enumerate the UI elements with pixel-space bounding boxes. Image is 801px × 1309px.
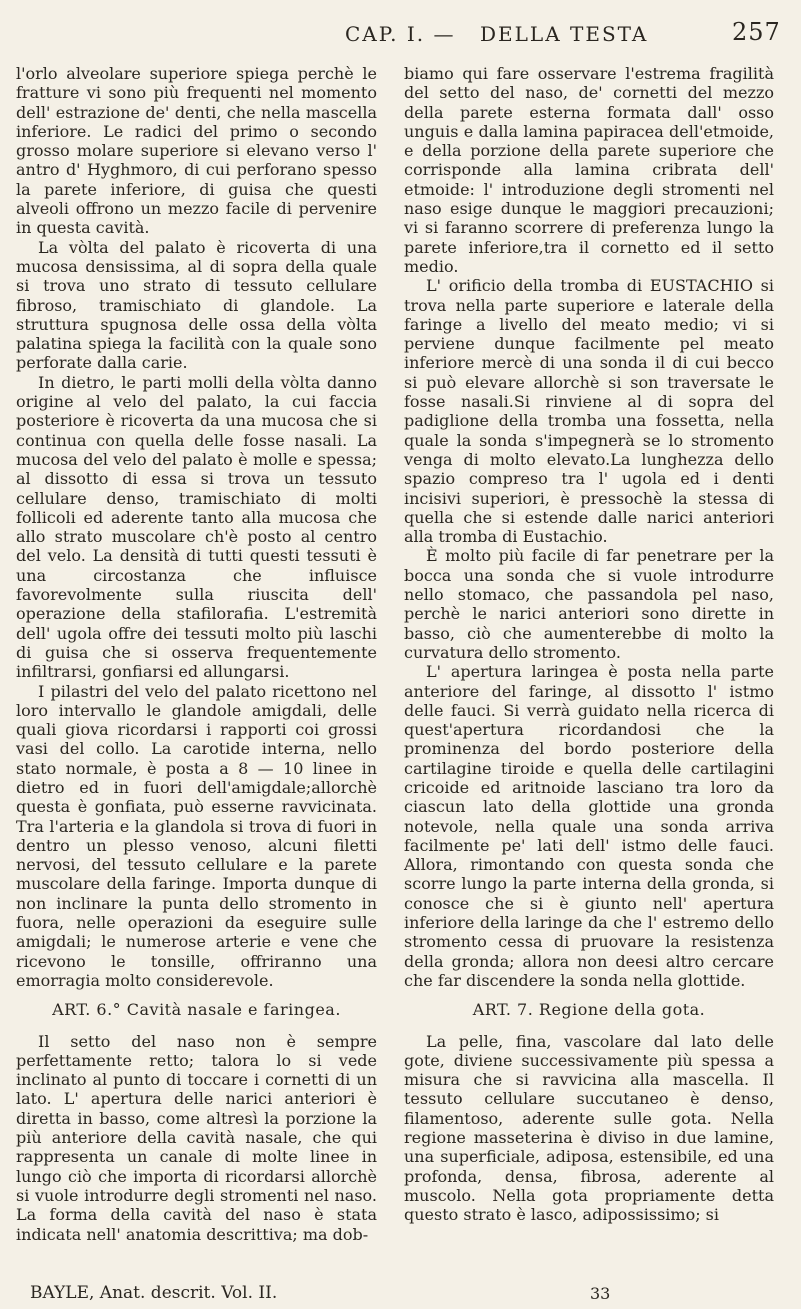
signature-mark: 33 xyxy=(590,1284,611,1303)
paragraph: È molto più facile di far penetrare per la bocca una sonda che si vuole introdurre nello stomaco, che passandola pel naso, perchè le narici anteriori sono dirette in basso, ciò che aumenterebbe di molto la curvatura dello stromento. xyxy=(404,546,774,662)
section-label: DELLA TESTA xyxy=(480,22,649,46)
footer-citation: BAYLE, Anat. descrit. Vol. II. xyxy=(30,1283,278,1303)
paragraph: L' apertura laringea è posta nella parte anteriore del faringe, al dissotto l' istmo delle fauci. Si verrà guidato nella ricerca di quest'apertura ricordandosi che la prominenza del bordo posteriore della cartilagine tiroide e quella delle cartilagini cricoide ed aritnoide lasciano tra loro da ciascun lato della glottide una gronda notevole, nella quale una sonda arriva facilmente pe' lati dell' istmo delle fauci. Allora, rimontando con questa sonda che scorre lungo la parte interna della gronda, si conosce che si è giunto nell' apertura inferiore della laringe da che l' estremo dello stromento cessa di pruovare la resistenza della gronda; allora non deesi altro cercare che far discendere la sonda nella glottide. xyxy=(404,662,774,990)
paragraph: La pelle, fina, vascolare dal lato delle gote, diviene successivamente più spessa a misura che si ravvicina alla mascella. Il tessuto cellulare succutaneo è denso, filamentoso, aderente sulle gota. Nella regione masseterina è diviso in due lamine, una superficiale, adiposa, estensibile, ed una profonda, densa, fibrosa, aderente al muscolo. Nella gota propriamente detta questo strato è lasco, adipossissimo; si xyxy=(404,1031,774,1225)
right-column xyxy=(404,64,774,1225)
paragraph: biamo qui fare osservare l'estrema fragilità del setto del naso, de' cornetti del mezzo della parete esterna formata dall' osso unguis e dalla lamina papiracea dell'etmoide, e della porzione della parete superiore che corrisponde alla lamina cribrata dell' etmoide: l' introduzione degli stromenti nel naso esige dunque le maggiori precauzioni; vi si faranno scorrere di preferenza lungo la parete inferiore,tra il cornetto ed il setto medio. xyxy=(404,64,774,276)
paragraph: Il setto del naso non è sempre perfettamente retto; talora lo si vede inclinato al punto di toccare i cornetti di un lato. L' apertura delle narici anteriori è diretta in basso, come altresì la porzione la più anteriore della cavità nasale, che qui rappresenta un canale di molte linee in lungo ciò che importa di ricordarsi allorchè si vuole introdurre degli stromenti nel naso. La forma della cavità del naso è stata indicata nell' anatomia descrittiva; ma dob- xyxy=(16,1031,377,1244)
article-heading: ART. 6.° Cavità nasale e faringea. xyxy=(52,1000,341,1020)
running-header xyxy=(0,14,801,54)
page-number: 257 xyxy=(732,18,781,46)
paragraph: In dietro, le parti molli della vòlta danno origine al velo del palato, la cui faccia posteriore è ricoverta da una mucosa che si continua con quella delle fosse nasali. La mucosa del velo del palato è molle e spessa; al dissotto di essa si trova un tessuto cellulare denso, tramischiato di molti follicoli ed aderente tanto alla mucosa che allo strato muscolare ch'è posto al centro del velo. La densità di tutti questi tessuti è una circostanza che influisce favorevolmente sulla riuscita dell' operazione della stafilorafia. L'estremità dell' ugola offre dei tessuti molto più laschi di guisa che si osserva frequentemente infiltrarsi, gonfiarsi ed allungarsi. xyxy=(16,372,377,682)
paragraph: I pilastri del velo del palato ricettono nel loro intervallo le glandole amigdali, delle quali giova ricordarsi i rapporti coi grossi vasi del collo. La carotide interna, nello stato normale, è posta a 8 — 10 linee in dietro ed in fuori dell'amigdale;allorchè questa è gonfiata, può esserne ravvicinata. Tra l'arteria e la glandola si trova di fuori in dentro un plesso venoso, alcuni filetti nervosi, del tessuto cellulare e la parete muscolare della faringe. Importa dunque di non inclinare la punta dello stromento in fuora, nelle operazioni da eseguire sulle amigdali; le numerose arterie e vene che ricevono le tonsille, offriranno una emorragia molto considerevole. xyxy=(16,681,377,990)
article-heading: ART. 7. Regione della gota. xyxy=(472,1000,706,1020)
chapter-label: CAP. I. — xyxy=(345,22,456,46)
paragraph: L' orificio della tromba di EUSTACHIO si trova nella parte superiore e laterale della faringe a livello del meato medio; vi si perviene dunque facilmente pel meato inferiore mercè di una sonda il di cui becco si può elevare allorchè si son traversate le fosse nasali.Si rinviene al di sopra del padiglione della tromba una fossetta, nella quale la sonda s'impegnerà se lo stromento venga di molto elevato.La lunghezza dello spazio compreso tra l' ugola ed i denti incisivi superiori, è pressochè la stessa di quella che si estende dalle narici anteriori alla tromba di Eustachio. xyxy=(404,276,774,547)
paragraph: l'orlo alveolare superiore spiega perchè le fratture vi sono più frequenti nel momento dell' estrazione de' denti, che nella mascella inferiore. Le radici del primo o secondo grosso molare superiore si elevano verso l' antro d' Hyghmoro, di cui perforano spesso la parete inferiore, di guisa che questi alveoli offrono un mezzo facile di pervenire in questa cavità. xyxy=(16,64,377,238)
paragraph: La vòlta del palato è ricoverta di una mucosa densissima, al di sopra della quale si trova uno strato di tessuto cellulare fibroso, tramischiato di glandole. La struttura spugnosa delle ossa della vòlta palatina spiega la facilità con la quale sono perforate dalla carie. xyxy=(16,237,377,373)
left-column xyxy=(16,64,377,1244)
